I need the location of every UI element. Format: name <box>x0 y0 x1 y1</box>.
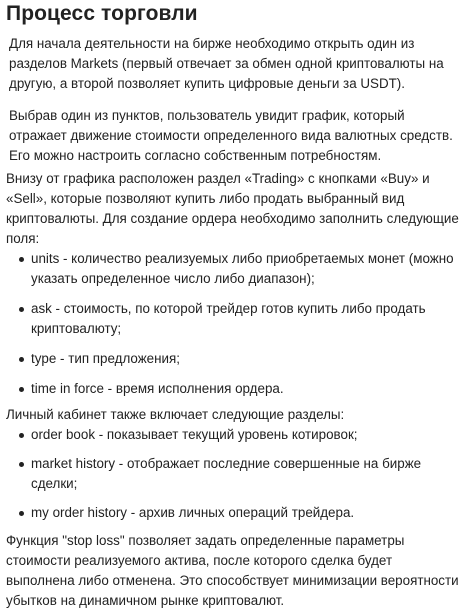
bullet-icon <box>19 357 24 362</box>
paragraph-markets: Для начала деятельности на бирже необходимо открыть один из разделов Markets (первый отвечает за обмен одной криптовалюты на другую, а второй позволяет купить цифровые деньги за USDT). <box>9 36 444 91</box>
bullet-icon <box>19 433 24 438</box>
list-item <box>6 454 459 494</box>
list-item-text: type - тип предложения; <box>31 351 180 366</box>
bullet-icon <box>19 511 24 516</box>
list-item-text: market history - отображает последние совершенные на бирже сделки; <box>31 456 422 491</box>
order-fields-list <box>6 249 459 399</box>
paragraph-cabinet: Личный кабинет также включает следующие разделы: <box>6 407 345 422</box>
list-item <box>6 425 459 445</box>
list-item-text: units - количество реализуемых либо приобретаемых монет (можно указать определенное число либо диапазон); <box>31 251 454 286</box>
bullet-icon <box>19 257 24 262</box>
list-item <box>6 249 459 289</box>
list-item-text: my order history - архив личных операций трейдера. <box>31 505 355 520</box>
bullet-icon <box>19 387 24 392</box>
paragraph-stop-loss: Функция "stop loss" позволяет задать определенные параметры стоимости реализуемого актива, после которого сделка будет выполнена либо отменена. Это способствует минимизации вероятности убытков на динамичном рынке криптовалют. <box>6 533 459 608</box>
cabinet-sections-list <box>6 425 459 523</box>
list-item <box>6 349 459 369</box>
list-item <box>6 379 459 399</box>
paragraph-trading: Внизу от графика расположен раздел «Trading» с кнопками «Buy» и «Sell», которые позволяют купить либо продать выбранный вид криптовалюты. Для создание ордера необходимо заполнить следующие поля: <box>6 171 459 246</box>
list-item-text: order book - показывает текущий уровень котировок; <box>31 427 358 442</box>
paragraph-chart: Выбрав один из пунктов, пользователь увидит график, который отражает движение стоимости определенного вида валютных средств. Его можно настроить согласно собственным потребностям. <box>9 108 453 163</box>
list-item <box>6 503 459 523</box>
bullet-icon <box>19 307 24 312</box>
list-item-text: ask - стоимость, по которой трейдер готов купить либо продать криптовалюту; <box>31 301 426 336</box>
list-item <box>6 299 459 339</box>
bullet-icon <box>19 462 24 467</box>
page-title: Процесс торговли <box>6 2 198 25</box>
list-item-text: time in force - время исполнения ордера. <box>31 381 284 396</box>
